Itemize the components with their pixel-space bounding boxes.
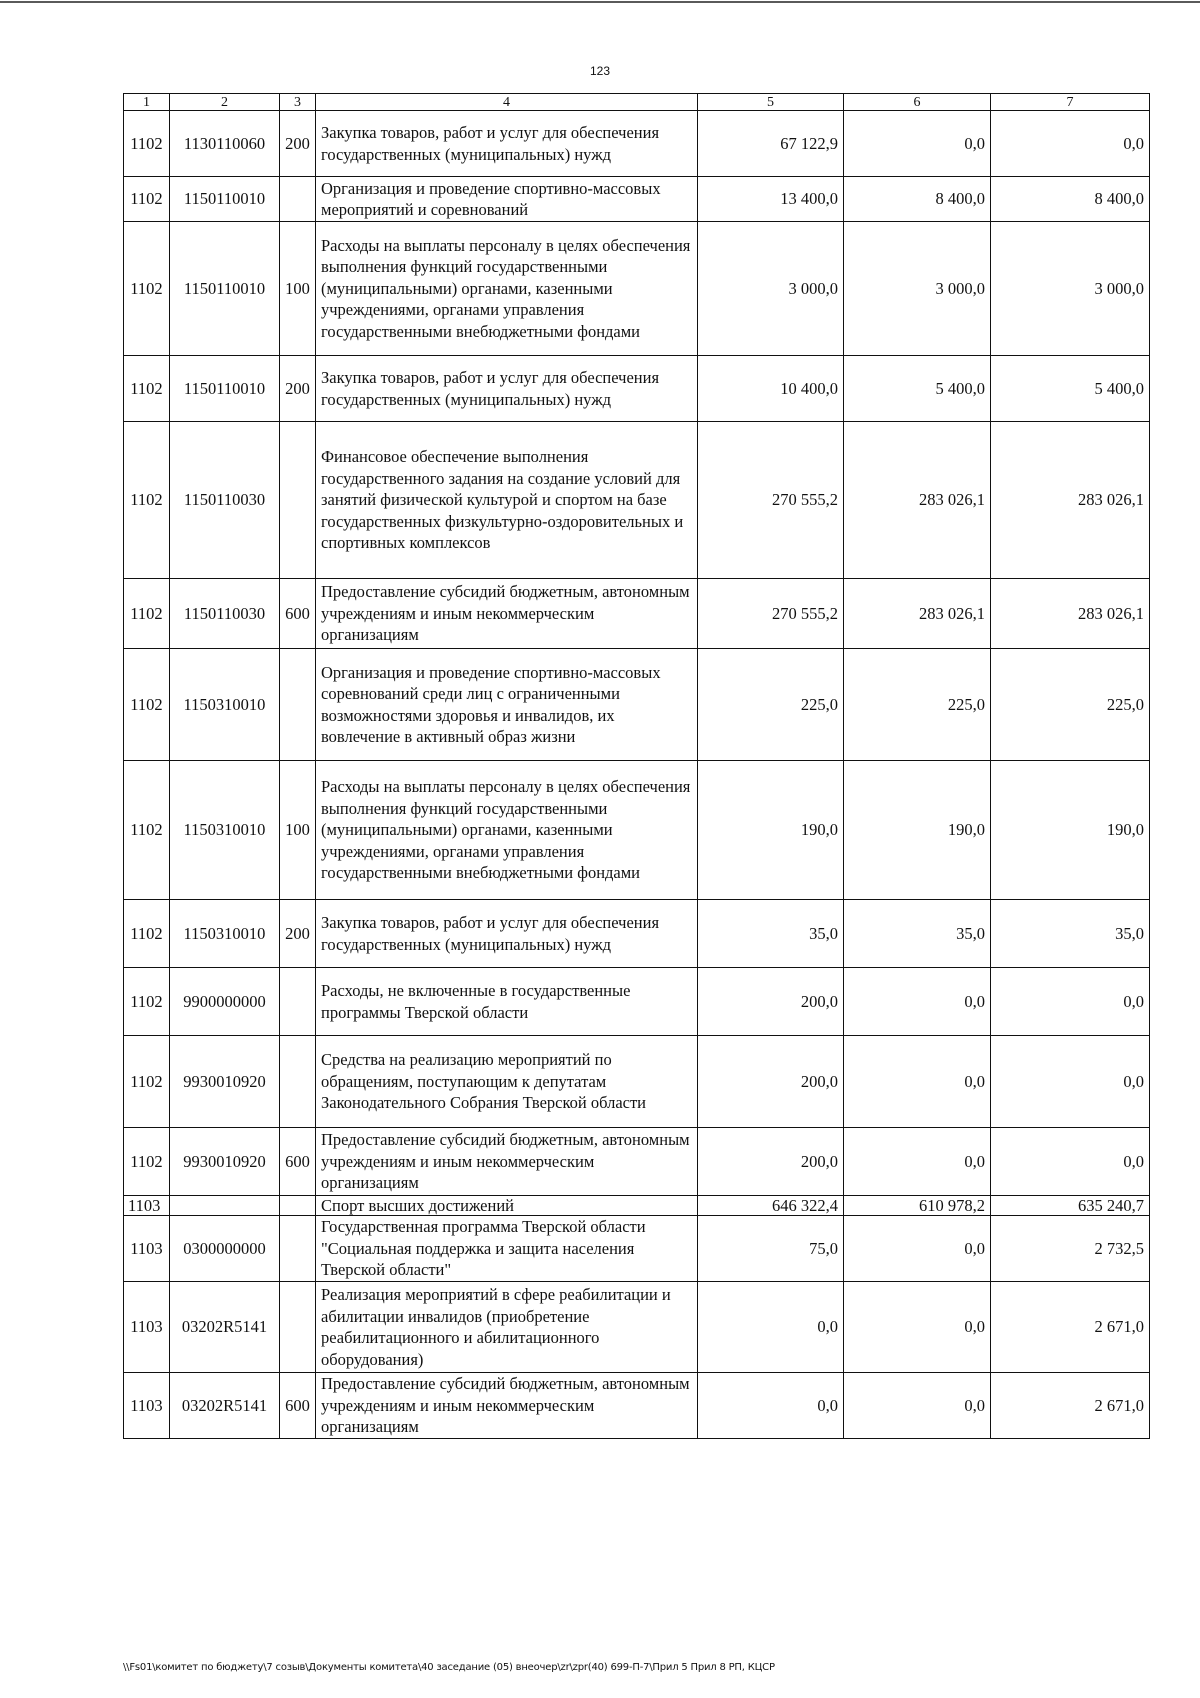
value-col-5: 200,0 xyxy=(698,1128,844,1196)
header-col-5: 5 xyxy=(698,94,844,111)
value-col-7: 35,0 xyxy=(991,900,1150,968)
target-article-code: 03202R5141 xyxy=(170,1373,280,1439)
value-col-5: 67 122,9 xyxy=(698,111,844,177)
section-code: 1103 xyxy=(124,1216,170,1282)
header-row xyxy=(124,94,1150,111)
value-col-5: 190,0 xyxy=(698,761,844,900)
value-col-7: 0,0 xyxy=(991,968,1150,1036)
value-col-6: 5 400,0 xyxy=(844,356,991,422)
table-row xyxy=(124,1036,1150,1128)
row-description: Средства на реализацию мероприятий по обращениям, поступающим к депутатам Законодательного Собрания Тверской области xyxy=(316,1036,698,1128)
target-article-code: 1150310010 xyxy=(170,761,280,900)
target-article-code: 0300000000 xyxy=(170,1216,280,1282)
row-description: Закупка товаров, работ и услуг для обеспечения государственных (муниципальных) нужд xyxy=(316,900,698,968)
row-description: Расходы, не включенные в государственные программы Тверской области xyxy=(316,968,698,1036)
expense-type-code: 200 xyxy=(280,356,316,422)
value-col-7: 225,0 xyxy=(991,649,1150,761)
target-article-code: 1150110030 xyxy=(170,579,280,649)
target-article-code: 1150310010 xyxy=(170,649,280,761)
expense-type-code: 200 xyxy=(280,900,316,968)
table-row xyxy=(124,1373,1150,1439)
table-row-subtotal xyxy=(124,1196,1150,1216)
target-article-code: 1150110010 xyxy=(170,356,280,422)
header-col-4: 4 xyxy=(316,94,698,111)
section-code: 1103 xyxy=(124,1196,170,1216)
expense-type-code: 100 xyxy=(280,761,316,900)
value-col-6: 0,0 xyxy=(844,111,991,177)
footer-file-path: \\Fs01\комитет по бюджету\7 созыв\Документы комитета\40 заседание (05) внеочер\zr\zpr(40) 699-П-7\Прил 5 Прил 8 РП, КЦСР xyxy=(123,1662,775,1673)
expense-type-code xyxy=(280,649,316,761)
table-row xyxy=(124,422,1150,579)
expense-type-code xyxy=(280,1196,316,1216)
table-row xyxy=(124,222,1150,356)
value-col-7: 283 026,1 xyxy=(991,579,1150,649)
section-code: 1102 xyxy=(124,222,170,356)
value-col-5: 0,0 xyxy=(698,1282,844,1373)
row-description: Закупка товаров, работ и услуг для обеспечения государственных (муниципальных) нужд xyxy=(316,111,698,177)
expense-type-code xyxy=(280,1282,316,1373)
value-col-6: 3 000,0 xyxy=(844,222,991,356)
table-row xyxy=(124,900,1150,968)
expense-type-code: 100 xyxy=(280,222,316,356)
section-code: 1102 xyxy=(124,177,170,222)
value-col-5: 225,0 xyxy=(698,649,844,761)
target-article-code: 1150110010 xyxy=(170,177,280,222)
row-description: Закупка товаров, работ и услуг для обеспечения государственных (муниципальных) нужд xyxy=(316,356,698,422)
expense-type-code xyxy=(280,968,316,1036)
row-description: Реализация мероприятий в сфере реабилитации и абилитации инвалидов (приобретение реабилитационного и абилитационного оборудования) xyxy=(316,1282,698,1373)
section-code: 1102 xyxy=(124,1036,170,1128)
value-col-7: 2 671,0 xyxy=(991,1282,1150,1373)
value-col-5: 13 400,0 xyxy=(698,177,844,222)
table-row xyxy=(124,356,1150,422)
section-code: 1102 xyxy=(124,761,170,900)
target-article-code: 1150310010 xyxy=(170,900,280,968)
section-code: 1102 xyxy=(124,900,170,968)
value-col-5: 10 400,0 xyxy=(698,356,844,422)
value-col-5: 75,0 xyxy=(698,1216,844,1282)
expense-type-code xyxy=(280,422,316,579)
section-code: 1102 xyxy=(124,111,170,177)
value-col-7: 635 240,7 xyxy=(991,1196,1150,1216)
table-row xyxy=(124,761,1150,900)
header-col-6: 6 xyxy=(844,94,991,111)
value-col-5: 35,0 xyxy=(698,900,844,968)
value-col-6: 0,0 xyxy=(844,1216,991,1282)
value-col-7: 2 732,5 xyxy=(991,1216,1150,1282)
header-col-1: 1 xyxy=(124,94,170,111)
table-row xyxy=(124,1282,1150,1373)
row-description: Государственная программа Тверской области "Социальная поддержка и защита населения Тверской области" xyxy=(316,1216,698,1282)
expense-type-code: 200 xyxy=(280,111,316,177)
row-description: Организация и проведение спортивно-массовых мероприятий и соревнований xyxy=(316,177,698,222)
value-col-6: 0,0 xyxy=(844,1036,991,1128)
value-col-7: 0,0 xyxy=(991,1128,1150,1196)
budget-table xyxy=(123,93,1150,1439)
value-col-5: 3 000,0 xyxy=(698,222,844,356)
value-col-6: 283 026,1 xyxy=(844,579,991,649)
expense-type-code xyxy=(280,177,316,222)
value-col-7: 283 026,1 xyxy=(991,422,1150,579)
expense-type-code xyxy=(280,1216,316,1282)
header-col-2: 2 xyxy=(170,94,280,111)
value-col-7: 0,0 xyxy=(991,1036,1150,1128)
section-code: 1102 xyxy=(124,356,170,422)
value-col-7: 3 000,0 xyxy=(991,222,1150,356)
value-col-6: 283 026,1 xyxy=(844,422,991,579)
section-code: 1103 xyxy=(124,1282,170,1373)
header-col-7: 7 xyxy=(991,94,1150,111)
value-col-6: 0,0 xyxy=(844,1373,991,1439)
value-col-5: 200,0 xyxy=(698,968,844,1036)
row-description: Спорт высших достижений xyxy=(316,1196,698,1216)
section-code: 1102 xyxy=(124,968,170,1036)
value-col-7: 5 400,0 xyxy=(991,356,1150,422)
target-article-code xyxy=(170,1196,280,1216)
section-code: 1102 xyxy=(124,1128,170,1196)
table-row xyxy=(124,1128,1150,1196)
expense-type-code: 600 xyxy=(280,1373,316,1439)
target-article-code: 9930010920 xyxy=(170,1128,280,1196)
expense-type-code xyxy=(280,1036,316,1128)
target-article-code: 9900000000 xyxy=(170,968,280,1036)
value-col-6: 0,0 xyxy=(844,1282,991,1373)
value-col-6: 225,0 xyxy=(844,649,991,761)
row-description: Расходы на выплаты персоналу в целях обеспечения выполнения функций государственными (муниципальными) органами, казенными учреждениями, органами управления государственными внебюджетными фондами xyxy=(316,761,698,900)
top-border-line xyxy=(0,1,1200,3)
target-article-code: 1150110030 xyxy=(170,422,280,579)
target-article-code: 1150110010 xyxy=(170,222,280,356)
value-col-6: 0,0 xyxy=(844,1128,991,1196)
page-number: 123 xyxy=(589,64,611,78)
row-description: Финансовое обеспечение выполнения государственного задания на создание условий для занятий физической культурой и спортом на базе государственных физкультурно-оздоровительных и спортивных комплексов xyxy=(316,422,698,579)
table-row xyxy=(124,177,1150,222)
target-article-code: 1130110060 xyxy=(170,111,280,177)
row-description: Организация и проведение спортивно-массовых соревнований среди лиц с ограниченными возможностями здоровья и инвалидов, их вовлечение в активный образ жизни xyxy=(316,649,698,761)
expense-type-code: 600 xyxy=(280,1128,316,1196)
value-col-6: 190,0 xyxy=(844,761,991,900)
header-col-3: 3 xyxy=(280,94,316,111)
table-row xyxy=(124,968,1150,1036)
table-row xyxy=(124,649,1150,761)
row-description: Предоставление субсидий бюджетным, автономным учреждениям и иным некоммерческим организациям xyxy=(316,1128,698,1196)
value-col-6: 35,0 xyxy=(844,900,991,968)
value-col-5: 646 322,4 xyxy=(698,1196,844,1216)
table-row xyxy=(124,579,1150,649)
section-code: 1102 xyxy=(124,422,170,579)
target-article-code: 03202R5141 xyxy=(170,1282,280,1373)
value-col-5: 0,0 xyxy=(698,1373,844,1439)
value-col-7: 190,0 xyxy=(991,761,1150,900)
value-col-7: 8 400,0 xyxy=(991,177,1150,222)
section-code: 1102 xyxy=(124,649,170,761)
row-description: Расходы на выплаты персоналу в целях обеспечения выполнения функций государственными (муниципальными) органами, казенными учреждениями, органами управления государственными внебюджетными фондами xyxy=(316,222,698,356)
row-description: Предоставление субсидий бюджетным, автономным учреждениям и иным некоммерческим организациям xyxy=(316,1373,698,1439)
section-code: 1102 xyxy=(124,579,170,649)
value-col-6: 0,0 xyxy=(844,968,991,1036)
value-col-6: 610 978,2 xyxy=(844,1196,991,1216)
value-col-6: 8 400,0 xyxy=(844,177,991,222)
value-col-5: 270 555,2 xyxy=(698,422,844,579)
expense-type-code: 600 xyxy=(280,579,316,649)
value-col-5: 270 555,2 xyxy=(698,579,844,649)
section-code: 1103 xyxy=(124,1373,170,1439)
table-row xyxy=(124,111,1150,177)
value-col-7: 2 671,0 xyxy=(991,1373,1150,1439)
value-col-5: 200,0 xyxy=(698,1036,844,1128)
table-row xyxy=(124,1216,1150,1282)
value-col-7: 0,0 xyxy=(991,111,1150,177)
target-article-code: 9930010920 xyxy=(170,1036,280,1128)
row-description: Предоставление субсидий бюджетным, автономным учреждениям и иным некоммерческим организациям xyxy=(316,579,698,649)
